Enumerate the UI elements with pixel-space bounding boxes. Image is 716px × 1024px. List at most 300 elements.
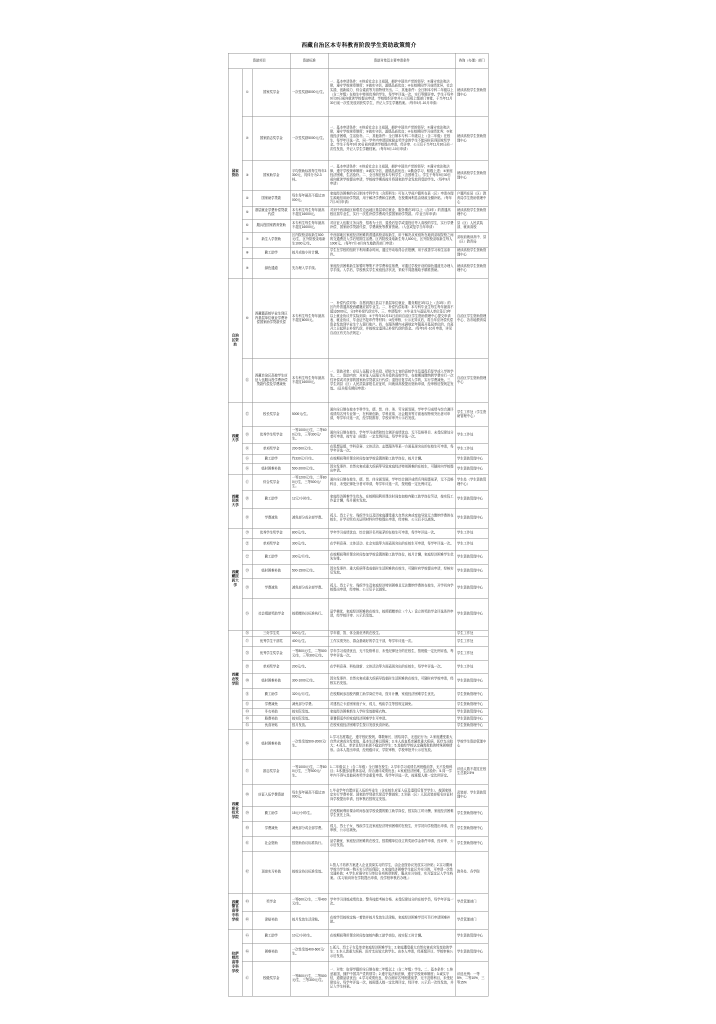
standard-cell: 按月或按小时计酬。 [290,247,328,258]
project-cell: 应征入伍学费资助 [252,784,290,806]
dept-cell: 就读高校学生资助管理中心 [455,259,488,279]
section-label [228,69,242,279]
project-cell: 学费减免 [252,508,290,528]
standard-cell: 一等800元/生，二等500元/生，三等300元/生。 [290,961,328,996]
conditions-cell: 学生在学校的组织下利用课余时间，通过劳动取得合法报酬，用于改善学习和生活条件。 [328,247,455,258]
standard-cell: 15元/小时/生。 [290,806,328,821]
conditions-cell: 因突发事件、自然灾害或重大疾病等导致家庭经济特别困难的在校生，可随时向学校提出申请。 [328,464,455,475]
row-number: ㉜ [242,701,252,709]
standard-cell: 本专科生每生每年最高不超过16000元。 [290,359,328,403]
conditions-cell: 在校期间参加校内勤工助学岗位劳动，按月计酬，家庭经济困难学生优先。 [328,689,455,701]
project-cell: 国家助学金 [252,161,290,191]
table-row [228,598,488,630]
table-row [228,359,488,403]
project-cell: 伙食补贴 [252,722,290,729]
project-cell: 单项奖学金 [252,661,290,674]
conditions-cell: 1.二年级以上（含二年级）全日制在校生；2.学年学习成绩名列班级前茅，无不及格科目；3.积极参加集体活动，综合测评成绩优良；4.家庭经济困难，生活俭朴；5.同一学年内不得与其他同类奖学金重复申请。每学年评选一次，按班级人数一定比例评定。 [328,759,455,784]
conditions-cell: 中西部地区家庭经济困难的普通高校录取新生，用于解决从家庭所在地到录取院校之间的交通费及入学后短期生活费。区内院校录取新生每人500元，区外院校录取新生每人1000元。（每年7月-8月向当地教育部门申请） [328,232,455,247]
row-number: ⑰ [242,475,252,490]
standard-cell: 500-1500元/生。 [290,564,328,578]
conditions-cell: 工作实绩突出、群众基础好的学生干部，每学年评选一次。 [328,637,455,647]
project-cell: 勤工助学 [252,806,290,821]
row-number: ㉝ [242,709,252,716]
project-cell: 服兵役国家教育资助 [252,219,290,232]
project-cell: 勤工助学 [252,247,290,258]
section-label [228,929,242,996]
table-row [228,427,488,444]
row-number: ⑪ [242,359,252,403]
table-row [228,851,488,893]
dept-cell: 学生工作处 [455,637,488,647]
section-label [228,528,242,630]
project-cell: 基层就业学费补偿贷款代偿 [252,206,290,219]
project-cell: 临时困难补助 [252,729,290,759]
dept-cell: 学生资助管理中心 [455,455,488,464]
standard-cell: 800元/生。 [290,528,328,538]
table-row [228,637,488,647]
standard-cell: 一等1000元/生，二等800元/生，三等500元/生。 [290,759,328,784]
standard-cell: 一次性发放400-600元/生。 [290,943,328,961]
standard-cell: 约330元/月/生。 [290,455,328,464]
row-number: ⑧ [242,247,252,258]
conditions-cell: 一、基本申请条件：①热爱社会主义祖国，拥护中国共产党的领导；②遵守宪法和法律，遵守学校规章制度；③诚实守信，道德品质优良；④在校期间学习成绩优秀；⑤家庭经济困难，生活俭朴。二、其他条件：全日制本专科二年级以上（含二年级）在校生，每学年评选一次，同一学年内申请国家励志奖学金的学生不能同时获得国家奖学金。学生于每年9月30日前向就读学校提出申请，经评审、公示后于当年11月30日前一次性发放，并记入学生学籍档案。（每年9月-10月申请） [328,117,455,161]
row-number: ② [242,117,252,161]
row-number: ㉖ [242,630,252,637]
table-row [228,911,488,929]
project-cell: 校级奖学金 [252,961,290,996]
project-cell: 西藏自治区高校学生应征入伍服兵役学费补偿贷款代偿及学费减免 [252,359,290,403]
table-row [228,722,488,729]
row-number: ⑭ [242,444,252,455]
table-row [228,475,488,490]
row-number: ㉙ [242,661,252,674]
conditions-cell: 1.学习态度端正，遵守校纪校规，尊敬师长、团结同学，无违纪行为；2.家庭遭受重大自然灾害或突发变故，基本生活难以保障；3.本人或直系亲属患重大疾病，医疗支出较大；4.孤儿、单亲且经济来源不稳定的学生；5.其他经学校认定确需救助的特殊困难情形。由本人提出申请，经班级评议、学院审核、学校审批并公示后发放。 [328,729,455,759]
conditions-cell: 1.按人才培养方案进入企业顶岗实习的学生，由企业按协议发放实习补贴；2.实习期间学校为学生统一购买实习责任保险；3.家庭经济困难学生赴区外实习的，可申请一次性交通补助；4.学生应遵守实习单位各项规章制度，服从实习安排，实习鉴定记入学生档案。（实习前向所在学院提出申请，经学校审核后办理。） [328,851,455,893]
section-label-text: 国家资助 [231,169,239,178]
section-label-text: 西藏职业技术学院 [231,802,239,820]
standard-cell: 减免部分或全部学费。 [290,821,328,836]
conditions-cell: 在校家庭经济困难学生按月发放伙食补贴。 [328,722,455,729]
row-number: ㉛ [242,689,252,701]
project-cell: 津贴补助 [252,911,290,929]
table-row [228,464,488,475]
table-header-row [228,53,488,69]
project-cell: 单项奖学金 [252,538,290,550]
dept-cell: 学生资助管理中心 [455,550,488,564]
table-row [228,578,488,598]
dept-cell: 学生资助管理中心 [455,722,488,729]
dept-cell: 县（区）人民武装部、就读高校 [455,219,488,232]
conditions-cell: 1.孤儿、烈士子女及单亲家庭经济困难学生；2.家庭遭受重大自然灾害或突发变故的学生；3.本人患重大疾病、医疗支出较大的学生。由本人申请，经班级评议、学校审核公示后发放。 [328,943,455,961]
table-row [228,117,488,161]
section-label-text: 拉萨师范高等专科学校 [231,951,239,973]
table-row [228,729,488,759]
row-number: ㉘ [242,647,252,661]
dept-cell: 学生资助管理中心 [455,929,488,943]
row-number: ㊷ [242,851,252,893]
dept-cell: 户籍所在县（区）教育局学生资助管理中心 [455,191,488,206]
table-row [228,69,488,117]
dept-cell: 学生资助管理中心 [455,943,488,961]
project-cell: 勤工助学 [252,550,290,564]
table-row [228,259,488,279]
standard-cell: 按校企协议标准发放。 [290,851,328,893]
table-row [228,806,488,821]
section-label-text: 自治区资助 [231,334,239,347]
dept-cell: 学生资助管理中心 [455,716,488,723]
standard-cell: 按实际发放。 [290,716,328,723]
row-number: ⑨ [242,259,252,279]
row-number: ㊼ [242,961,252,996]
dept-cell: 学生工作处 [455,647,488,661]
conditions-cell: 学年学习成绩优良、综合测评名列前茅的在校生可申请，每学年评选一次。 [328,528,455,538]
standard-cell: 一次性奖励8000元/生。 [290,69,328,117]
standard-cell: 200元/生。 [290,661,328,674]
table-row [228,836,488,851]
project-cell: 优秀学生奖学金 [252,528,290,538]
project-cell: 绿色通道 [252,259,290,279]
table-row [228,219,488,232]
header-conditions: 资助对象及主要申请条件 [328,53,455,69]
row-number: ⑬ [242,427,252,444]
row-number: ⑱ [242,490,252,508]
table-row [228,929,488,943]
standard-cell: 本专科生每生每年最高不超过16000元。 [290,219,328,232]
standard-cell: 平均资助标准每生每年3300元，具体分为2-3档。 [290,161,328,191]
row-number: ⑮ [242,455,252,464]
project-cell: 优秀学生奖学金 [252,647,290,661]
table-row [228,191,488,206]
page-title: 西藏自治区本专科教育阶段学生资助政策简介 [301,42,417,49]
project-cell: 校长奖学金 [252,403,290,427]
project-cell: 国家励志奖学金 [252,117,290,161]
project-cell: 临时困难补助 [252,564,290,578]
standard-cell: 10元/小时/生。 [290,929,328,943]
conditions-cell: 在学科竞赛、科技创新、文体活动等方面表现突出的在校生，每学年评选一次。 [328,661,455,674]
dept-cell: 评选人数不超过在校生总数2.5% [455,759,488,784]
standard-cell: 320元/月/生。 [290,689,328,701]
dept-cell: 武装部、学生资助管理中心 [455,784,488,806]
standard-cell: 300元/月/生。 [290,550,328,564]
dept-cell: 学生资助管理中心 [455,701,488,709]
dept-cell: 学生资助管理中心 [455,836,488,851]
conditions-cell: 在校期间利用课余时间参加学校设置的勤工助学岗位，按月计酬，家庭经济困难学生优先安排。 [328,550,455,564]
dept-cell: 评选比例：一等5%、二等10%、三等15% [455,961,488,996]
dept-cell: 学生资助管理中心 [455,508,488,528]
project-cell: 勤工助学 [252,455,290,464]
dept-cell: 教务处、各学院 [455,851,488,893]
row-number: ㊹ [242,911,252,929]
section-label [228,630,242,729]
row-number: ㉟ [242,722,252,729]
conditions-cell: 在校期间利用课余时间参加学校设置的勤工助学岗位，按实际工时计酬，家庭经济困难学生优先上岗。 [328,806,455,821]
table-row [228,538,488,550]
row-number: ㉗ [242,637,252,647]
section-label [228,729,242,893]
standard-cell: 一等1000元/生，二等600元/生，三等300元/生。 [290,427,328,444]
row-number: ㉕ [242,598,252,630]
conditions-cell: 孤儿、烈士子女、残疾学生及家庭经济特别困难且无法缴纳学费的在校生，开学初向学校提出申请，经审核、公示后予以减免。 [328,578,455,598]
row-number: ㊲ [242,759,252,784]
dept-cell: 学员管理部门 [455,911,488,929]
conditions-cell: 学年学习训练成绩优良、警务技能考核合格、未受纪律处分的在校学员，每学年评选一次。 [328,893,455,911]
standard-cell: 减免部分学费。 [290,701,328,709]
project-cell: 学费减免 [252,821,290,836]
standard-cell: 按捐赠协议标准执行。 [290,598,328,630]
table-row [228,821,488,836]
row-number: ㊱ [242,729,252,759]
project-cell: 困难补助 [252,943,290,961]
table-row [228,444,488,455]
table-row [228,759,488,784]
dept-cell: 学生工作处 [455,661,488,674]
dept-cell: 学生资助管理中心 [455,490,488,508]
standard-cell: 12元/小时/生。 [290,490,328,508]
table-row [228,893,488,911]
row-number: ⑫ [242,403,252,427]
table-row [228,550,488,564]
project-cell: 国家助学贷款 [252,191,290,206]
dept-cell: 学校学生资助管理中心 [455,729,488,759]
section-label-text: 西藏警官高等专科学校 [231,900,239,922]
dept-cell: 学员管理部门 [455,893,488,911]
table-row [228,630,488,637]
table-row [228,716,488,723]
row-number: ① [242,69,252,117]
header-dept: 咨询（办理）部门 [455,53,488,69]
project-cell: 优秀学生奖学金 [252,427,290,444]
conditions-cell: 一、对象：取得学籍的全日制在校二年级以上（含二年级）学生。二、基本条件：1.热爱祖国，拥护中国共产党的领导；2.遵守宪法和法律，遵守学校规章制度；3.诚实守信，道德品质优良；4.学习成绩优良，综合测评名列班级前茅，无不及格科目，未受纪律处分。每学年评选一次，按班级人数一定比例评定，经评审、公示后一次性发放，并记入学生档案。 [328,961,455,996]
row-number: ㉑ [242,538,252,550]
standard-cell: 减免部分或全部学费。 [290,578,328,598]
conditions-cell: 1.毕业学年自愿应征入伍的毕业生（含在校生应征入伍及退役后复学学生），按国家规定实行学费补偿、国家助学贷款代偿及学费减免；2.到县（区）人民武装部报名应征时向学校提出申请，经审核后按规定发放。 [328,784,455,806]
row-number: ㉒ [242,550,252,564]
row-number: ㉞ [242,716,252,723]
policy-table [228,53,489,996]
project-cell: 临时困难补助 [252,674,290,689]
project-cell: 社会捐助奖助学金 [252,598,290,630]
dept-cell: 学生资助管理中心 [455,709,488,716]
table-row [228,647,488,661]
table-row [228,709,488,716]
project-cell: 社会资助 [252,836,290,851]
standard-cell: 300-1000元/生。 [290,674,328,689]
dept-cell: 学生处（学生资助管理中心） [455,475,488,490]
standard-cell: 5000元/生。 [290,403,328,427]
conditions-cell: 一、基本申请条件：①热爱社会主义祖国，拥护中国共产党的领导；②遵守宪法和法律，遵守学校规章制度；③诚实守信，道德品质优良；④在校期间学习成绩优异，社会实践、创新能力、综合素质等方面特别突出。二、其他条件：全日制本专科二年级以上（含二年级）在校生中特别优秀的学生，每学年评选一次，实行等额评审。学生于每年9月30日前向就读学校提出申请，学校组织评审并公示后报上级部门审批，于当年11月30日前一次性发放到获奖学生，并记入学生学籍档案。（每年9月-10月申请） [328,69,455,117]
dept-cell: 学生资助管理中心 [455,564,488,578]
table-row [228,689,488,701]
table-row [228,490,488,508]
row-number: ㊸ [242,893,252,911]
table-row [228,784,488,806]
standard-cell: 按资助协议标准执行。 [290,836,328,851]
section-label [228,475,242,528]
project-cell: 顶岗实习补助 [252,851,290,893]
conditions-cell: 对建档立卡贫困家庭子女、孤儿、残疾学生等按规定减免。 [328,701,455,709]
project-cell: 奖学金 [252,893,290,911]
row-number: ④ [242,191,252,206]
table-row [228,701,488,709]
project-cell: 单项奖学金 [252,444,290,455]
dept-cell: 学生资助管理中心 [455,578,488,598]
project-cell: 冬衣补助 [252,709,290,716]
table-row [228,508,488,528]
standard-cell: 本专科生每生每年最高不超过16000元。 [290,206,328,219]
project-cell: 学费减免 [252,578,290,598]
table-row [228,674,488,689]
dept-cell: 就读高校学生资助管理中心 [455,206,488,219]
dept-cell: 学生资助管理中心 [455,598,488,630]
section-label [228,279,242,403]
standard-cell: 区内院校录取新生500元/生，区外院校录取新生1000元/生。 [290,232,328,247]
conditions-cell: 因突发事件、自然灾害或重大疾病导致临时生活困难的在校生，可随时向学校申请，经核实后发放。 [328,674,455,689]
dept-cell: 学生工作处 [455,630,488,637]
row-number: ㉓ [242,564,252,578]
row-number: ⑳ [242,528,252,538]
conditions-cell: 学年学习成绩优良、无不及格科目、未受纪律处分的在校生，按班级一定比例评选，每学年评选一次。 [328,647,455,661]
row-number: ㊶ [242,836,252,851]
section-label [228,893,242,929]
dept-cell: 学生资助管理中心 [455,464,488,475]
row-number: ㊳ [242,784,252,806]
project-cell: 国家奖学金 [252,69,290,117]
standard-cell: 一等800元/生，二等500元/生，三等300元/生。 [290,647,328,661]
dept-cell: 就读高校学生资助管理中心 [455,247,488,258]
project-cell: 三好学生奖 [252,630,290,637]
dept-cell: 学生工作处 [455,444,488,455]
table-row [228,206,488,219]
dept-cell: 学生资助管理中心 [455,806,488,821]
table-row [228,232,488,247]
section-label-text: 西藏大学 [231,434,239,443]
row-number: ㉚ [242,674,252,689]
project-cell: 临时困难补助 [252,464,290,475]
row-number: ⑲ [242,508,252,528]
conditions-cell: 品学兼优、家庭经济困难的在校生，按照捐赠单位（个人）设立的奖助学金评选条件申请，经学校评审、公示后发放。 [328,598,455,630]
standard-cell: 500-2000元/生。 [290,464,328,475]
conditions-cell: 在思想品德、学科竞赛、文体活动、志愿服务等某一方面表现突出的在校生可申请，每学年评选一次。 [328,444,455,455]
section-label-text: 西藏农牧学院 [231,673,239,686]
table-row [228,943,488,961]
table-row [228,247,488,258]
project-cell: 综合奖学金 [252,475,290,490]
header-project: 资助项目 [228,53,290,69]
document-page [228,41,490,996]
conditions-cell: 一、基本申请条件：①热爱社会主义祖国，拥护中国共产党的领导；②遵守宪法和法律，遵守学校规章制度；③诚实守信，道德品质优良；④勤奋学习，积极上进；⑤家庭经济困难，生活俭朴。二、全日制在校本专科学生（含预科生）。学生于每年9月30日前向就读学校提出申请，学校按学期或按月将国家助学金发放到受助学生。（每年9月申请） [328,161,455,191]
standard-cell: 按月发放。 [290,722,328,729]
conditions-cell: 面向全日制在校本专科学生，德、智、体、美、劳全面发展，学年学习成绩与综合测评成绩均名列专业第一，在科研创新、学科竞赛、社会服务等方面表现特别突出者可申请，每学年评选一次，经学院推荐、学校评审并公示后发放。 [328,403,455,427]
standard-cell: 400元/生。 [290,637,328,647]
conditions-cell: 因突发事件、重大疾病等造成临时生活困难的在校生，可随时向学校提出申请，经核实后发放。 [328,564,455,578]
project-cell: 优秀学生干部奖 [252,637,290,647]
conditions-cell: 一、补偿代偿对象：自愿到我区县以下基层单位就业、服务期在3年以上（含3年）的区内外普通高校西藏籍应届毕业生。二、补偿代偿标准：本专科毕业生每生每年最高不超过6000元，分3年补偿代偿完毕。三、申请程序：①毕业生与基层用人单位签订3年以上就业协议并实际到岗；②于每年10月31日前向自治区学生资助管理中心提交申请表、就业协议、毕业证书复印件等材料；③经审核、公示无异议后，将当年应补偿代偿资金发放到毕业生个人银行账户。四、在服务期内未满规定年限离开基层单位的，自离开之日起停止补偿代偿，并按规定退回已补偿代偿的资金。（每年9月-10月申请，详见自治区有关办法规定） [328,279,455,359]
row-number: ㉔ [242,578,252,598]
dept-cell: 就读高校学生资助管理中心 [455,161,488,191]
row-number: ㊵ [242,821,252,836]
project-cell: 励志奖学金 [252,759,290,784]
conditions-cell: 面向全日制在校生，德、智、体全面发展，学年综合测评成绩名列班级前茅，无不及格科目、未受纪律处分者可申请，每学年评选一次，按班级一定比例评定。 [328,475,455,490]
section-label-text: 西藏民族大学 [231,494,239,508]
conditions-cell: 孤儿、烈士子女、残疾学生及家庭经济特别困难的在校生，开学初向学校提出申请，经审核、公示后减免。 [328,821,455,836]
standard-cell: 先办理入学手续。 [290,259,328,279]
row-number: ③ [242,161,252,191]
conditions-cell: 一、资助对象：应征入伍服义务兵役、招收为士官的高校学生及退役后复学或入学的学生。二、资助内容：对应征入伍服义务兵役的高校学生，在校期间缴纳的学费实行一次性补偿或对获得的国家助学贷款实行代偿；退役后复学或入学的，实行学费减免。三、学生到县（区）人民武装部报名应征时，向就读高校提出资助申请，经审核后按规定发放。（征兵报名期间申请） [328,359,455,403]
row-number: ⑦ [242,232,252,247]
section-label-text: 西藏藏医药大学 [231,570,239,587]
standard-cell: 一等1200元/生，二等800元/生，三等500元/生。 [290,475,328,490]
conditions-cell: 品学兼优、家庭经济困难的在校生，按捐赠单位设立的奖助学金条件申请，经评审、公示后发放。 [328,836,455,851]
dept-cell: 自治区学生资助管理中心 [455,359,488,403]
conditions-cell: 学年德、智、体全面优秀的在校生。 [328,630,455,637]
row-number: ⑥ [242,219,252,232]
dept-cell: 学生工作处 [455,528,488,538]
conditions-cell: 在校期间利用课余时间参加学校设置的勤工助学岗位，按月计酬。 [328,455,455,464]
row-number: ㊺ [242,929,252,943]
project-cell: 西藏籍高校毕业生到区内基层单位就业学费补偿国家助学贷款代偿 [252,279,290,359]
row-number: ⑩ [242,279,252,359]
dept-cell: 自治区学生资助管理中心、各市地教育局 [455,279,488,359]
dept-cell: 学生工作处 [455,427,488,444]
table-row [228,161,488,191]
standard-cell: 200-500元/生。 [290,444,328,455]
table-row [228,455,488,464]
conditions-cell: 对到中西部地区和艰苦边远地区基层单位就业、服务期在3年以上（含3年）的普通高校应届毕业生，实行一次性补偿学费或代偿国家助学贷款。（毕业当年申请） [328,206,455,219]
standard-cell: 按实际发放。 [290,709,328,716]
project-cell: 勤工助学 [252,689,290,701]
conditions-cell: 孤儿、烈士子女、残疾学生以及因家庭遭受重大自然灾害或变故导致无力缴纳学费的在校生，开学初凭有关证明材料向学校提出申请，经审核、公示后予以减免。 [328,508,455,528]
conditions-cell: 对应征入伍服义务兵役、招收为士官、退役后复学或退役后考入高校的学生，实行学费补偿、国家助学贷款代偿、学费减免等教育资助。（入伍或复学当年申请） [328,219,455,232]
table-row [228,403,488,427]
project-cell: 路费补助 [252,716,290,723]
dept-cell: 学生工作处 [455,538,488,550]
conditions-cell: 在学科竞赛、文体活动、社会实践等方面表现突出的在校生可申请，每学年评选一次。 [328,538,455,550]
conditions-cell: 家庭经济困难新生如暂时筹集不齐学费和住宿费，可通过学校开设的绿色通道先办理入学手续。入学后，学校核实学生家庭经济状况，采取不同措施给予精准资助。 [328,259,455,279]
row-number: ㊴ [242,806,252,821]
standard-cell: 每生每年最高不超过16000元。 [290,191,328,206]
dept-cell: 就读高校学生资助管理中心 [455,69,488,117]
conditions-cell: 在校学员按规定统一着装并按月发放生活津贴，家庭经济困难学员可另行申请困难补助。 [328,911,455,929]
table-row [228,528,488,538]
section-label [228,403,242,475]
conditions-cell: 家庭经济困难的全日制本专科学生（含预科生）可在入学前户籍所在县（区）申请办理生源地信用助学贷款，用于解决学费和住宿费，在校期间利息由财政全额补贴。（每年7月-9月申请） [328,191,455,206]
standard-cell: 减免部分或全部学费。 [290,508,328,528]
standard-cell: 按月发放生活津贴。 [290,911,328,929]
standard-cell: 500元/生。 [290,630,328,637]
dept-cell: 学生资助管理中心 [455,689,488,701]
table-row [228,279,488,359]
standard-cell: 一次性奖励5000元/生。 [290,117,328,161]
project-cell: 勤工助学 [252,490,290,508]
table-row [228,961,488,996]
row-number: ⑤ [242,206,252,219]
row-number: ⑯ [242,464,252,475]
standard-cell: 一次性发放500-2000元/生。 [290,729,328,759]
standard-cell: 每生每年最高不超过16000元。 [290,784,328,806]
conditions-cell: 家庭经济困难学生优先，在校期间利用课余时间参加校内勤工助学岗位劳动，按实际工作量计酬，每月据实发放。 [328,490,455,508]
dept-cell: 学生工作处（学生资助管理中心） [455,403,488,427]
conditions-cell: 寒暑假返乡的家庭经济困难学生可申请。 [328,716,455,723]
standard-cell: 一等600元/生，二等400元/生。 [290,893,328,911]
conditions-cell: 面向全日制在校生，学年学习成绩和综合测评成绩优良、无不及格科目、未受纪律处分者可申请，按专业（班级）一定比例评选，每学年评选一次。 [328,427,455,444]
header-standard: 资助标准 [290,53,328,69]
table-row [228,564,488,578]
standard-cell: 本专科生每生每年最高不超过6000元。 [290,279,328,359]
dept-cell: 学生资助管理中心 [455,821,488,836]
dept-cell: 就读高校学生资助管理中心 [455,117,488,161]
project-cell: 勤工助学 [252,929,290,943]
conditions-cell: 家庭经济困难新生入学时发放御寒衣物。 [328,709,455,716]
